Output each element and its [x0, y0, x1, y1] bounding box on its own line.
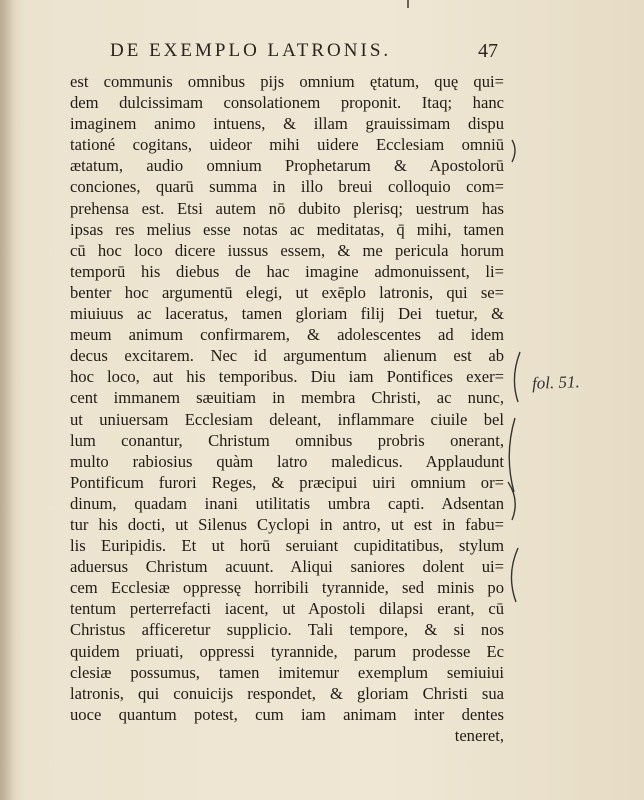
text-line: tationé cogitans, uideor mihi uidere Ecclesiam omniū [70, 135, 504, 155]
bracket-mark [512, 140, 515, 162]
text-line: temporū his diebus de hac imagine admonuissent, li= [70, 261, 504, 281]
text-line: Christus afficeretur supplicio. Tali tempore, & si nos [70, 620, 504, 640]
text-line: tur his docti, ut Silenus Cyclopi in antro, ut est in fabu= [70, 514, 504, 534]
text-line: cū hoc loco dicere iussus essem, & me pericula horum [70, 240, 504, 260]
text-line: meum animum confirmarem, & adolescentes ad idem [70, 325, 504, 345]
text-line: prehensa est. Etsi autem nō dubito plerisq; uestrum has [70, 198, 504, 218]
text-line: est communis omnibus pijs omnium ętatum, quę qui= [70, 72, 504, 91]
bracket-mark [514, 352, 520, 402]
body-text [70, 71, 504, 746]
text-line: miuiuus ac laceratus, tamen gloriam filij Dei tuetur, & [70, 304, 504, 324]
text-line: multo rabiosius quàm latro maledicus. Applaudunt [70, 451, 504, 471]
text-line: quidem priuati, oppressi tyrannide, parum prodesse Ec [70, 641, 504, 661]
catchword-line: teneret, [454, 725, 504, 745]
gutter-shadow [0, 0, 14, 800]
page-number: 47 [478, 40, 498, 62]
top-mark [407, 0, 409, 8]
text-line: decus excitarem. Nec id argumentum alienum est ab [70, 346, 504, 366]
text-line: clesiæ possumus, tamen imitemur exemplum semiuiui [70, 662, 504, 682]
text-line: ut uniuersam Ecclesiam deleant, inflammare ciuile bel [70, 409, 504, 429]
text-line: lum conantur, Christum omnibus probris onerant, [70, 430, 504, 450]
text-line: Pontificum furori Reges, & præcipui uiri omnium or= [70, 472, 504, 492]
text-line: uoce quantum potest, cum iam animam inter dentes [70, 704, 504, 724]
running-title: DE EXEMPLO LATRONIS. [110, 40, 392, 61]
text-line: cem Ecclesiæ oppressę horribili tyrannide, sed minis po [70, 578, 504, 598]
text-line: ætatum, audio omnium Prophetarum & Apostolorū [70, 156, 504, 176]
bracket-mark [509, 418, 515, 492]
text-line: imaginem animo intuens, & illam grauissimam dispu [70, 114, 504, 134]
text-line: ipsas res melius esse notas ac meditatas, q̄ mihi, tamen [70, 219, 504, 239]
text-line: latronis, qui conuicijs respondet, & gloriam Christi sua [70, 683, 504, 703]
text-line: conciones, quarū summa in illo breui colloquio com= [70, 177, 504, 197]
bracket-mark [508, 482, 515, 520]
bracket-mark [511, 548, 518, 602]
text-line: tentum perterrefacti iacent, ut Apostoli dilapsi erant, cū [70, 599, 504, 619]
text-line: aduersus Christum acuunt. Aliqui saniores dolent ui= [70, 557, 504, 577]
text-line: lis Euripidis. Et ut horū seruiant cupiditatibus, stylum [70, 536, 504, 556]
text-line: dem dulcissimam consolationem proponit. Itaq; hanc [70, 93, 504, 113]
text-line: cent immanem sæuitiam in membra Christi, ac nunc, [70, 388, 504, 408]
text-line: hoc loco, aut his temporibus. Diu iam Pontifices exer= [70, 367, 504, 387]
text-line: benter hoc argumentū elegi, ut exēplo latronis, qui se= [70, 282, 504, 302]
handwritten-margin-note: fol. 51. [531, 372, 581, 393]
text-line: dinum, quadam inani utilitatis umbra capti. Adsentan [70, 493, 504, 513]
